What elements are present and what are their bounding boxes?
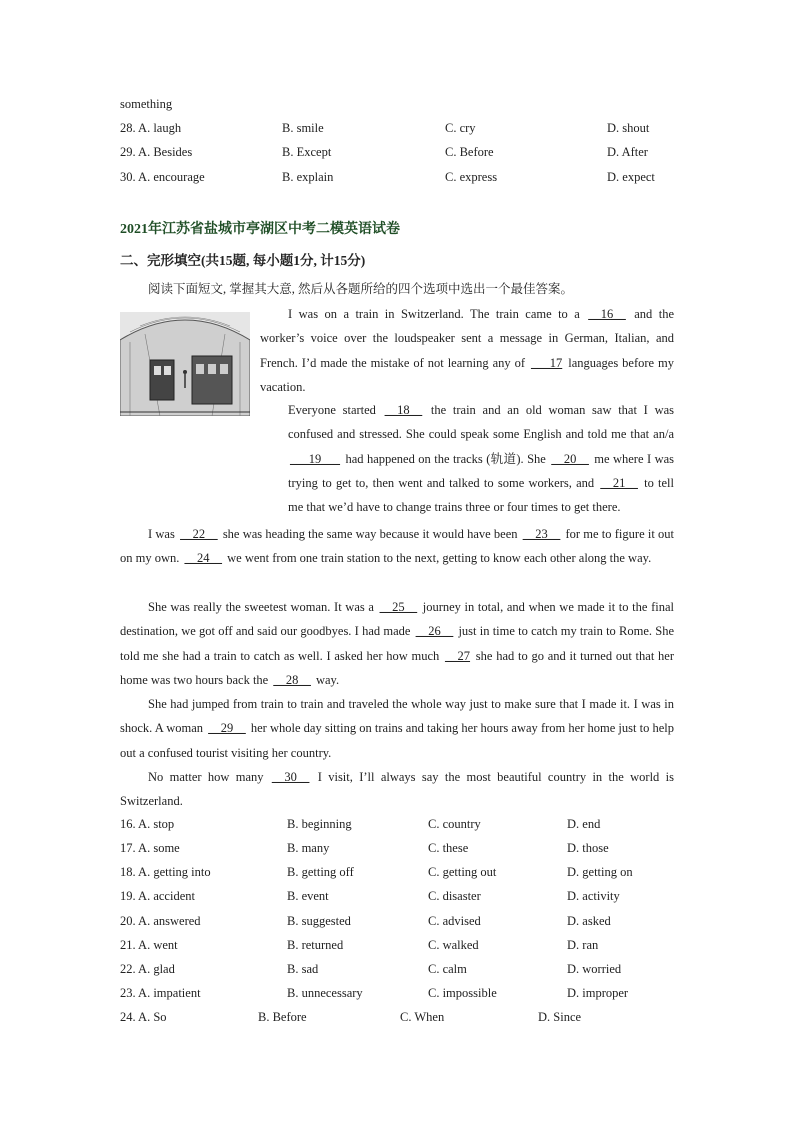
blank-23: __23__: [522, 527, 561, 541]
blank-26: __26__: [415, 624, 454, 639]
passage-paragraph: I was on a train in Switzerland. The train came to a __16__ and the worker’s voice over the loudspeaker sent a message in German, Italian, and French. I’d made the mistake of not learning any of ___17 languages before my vacation.: [260, 307, 675, 394]
blank-20: __20__: [551, 451, 589, 466]
option-row: 21. A. went B. returned C. walked D. ran: [120, 938, 599, 952]
blank-19: ___19___: [290, 451, 340, 466]
blank-28: __28__: [273, 672, 311, 687]
blank-22: __22__: [180, 527, 218, 541]
passage-paragraph: Everyone started __18__ the train and an old woman saw that I was confused and stressed. She could speak some English and told me that an/a ___19___ had happened on the tracks (轨道). She __20__ me where I was trying to get to, then went and talked to some workers, and __21__ to tell me that we’d have to change trains three or four times to get there.: [288, 403, 675, 515]
blank-21: __21__: [600, 475, 638, 490]
blank-16: __16__: [588, 307, 626, 321]
option-row: 20. A. answered B. suggested C. advised D. asked: [120, 914, 611, 928]
option-row: 19. A. accident B. event C. disaster D. activity: [120, 889, 620, 903]
option-row: 22. A. glad B. sad C. calm D. worried: [120, 962, 622, 976]
blank-27: __27: [445, 648, 471, 663]
exam-title: 2021年江苏省盐城市亭湖区中考二模英语试卷: [120, 222, 400, 237]
option-row: 24. A. So B. Before C. When D. Since: [120, 1010, 582, 1024]
instruction: 阅读下面短文, 掌握其大意, 然后从各题所给的四个选项中选出一个最佳答案。: [148, 282, 574, 296]
blank-29: __29__: [208, 721, 246, 736]
option-row: 16. A. stop B. beginning C. country D. end: [120, 817, 601, 831]
option-row: 29. A. Besides B. Except C. Before D. After: [120, 145, 648, 159]
option-row: 30. A. encourage B. explain C. express D. expect: [120, 170, 655, 184]
blank-24: __24__: [184, 551, 222, 566]
passage-paragraph: She was really the sweetest woman. It was a __25__ journey in total, and when we made it to the final destination, we got off and said our goodbyes. I had made __26__ just in time to catch my train to Rome. She told me she had a train to catch as well. I asked her how much __27 she had to go and it turned out that her home was two hours back the __28__ way.: [120, 600, 675, 687]
top-fragment: something: [120, 97, 173, 111]
blank-25: __25__: [379, 600, 418, 614]
passage-paragraph: No matter how many __30__ I visit, I’ll always say the most beautiful country in the world is Switzerland.: [120, 770, 674, 809]
passage-paragraph: I was __22__ she was heading the same way because it would have been __23__ for me to figure it out on my own. __24__ we went from one train station to the next, getting to know each other along the way.: [120, 527, 674, 566]
option-row: 17. A. some B. many C. these D. those: [120, 841, 609, 855]
blank-17: ___17: [531, 355, 563, 370]
blank-30: __30__: [271, 770, 310, 784]
option-row: 18. A. getting into B. getting off C. getting out D. getting on: [120, 865, 633, 879]
blank-18: __18__: [384, 403, 423, 417]
passage-paragraph: She had jumped from train to train and traveled the whole way just to make sure that I made it. I was in shock. A woman __29__ her whole day sitting on trains and taking her hours away from her home just to help out a confused tourist visiting her country.: [120, 697, 675, 760]
option-row: 28. A. laugh B. smile C. cry D. shout: [120, 121, 650, 135]
option-row: 23. A. impatient B. unnecessary C. impossible D. improper: [120, 986, 629, 1000]
section-title: 二、完形填空(共15题, 每小题1分, 计15分): [120, 253, 366, 268]
